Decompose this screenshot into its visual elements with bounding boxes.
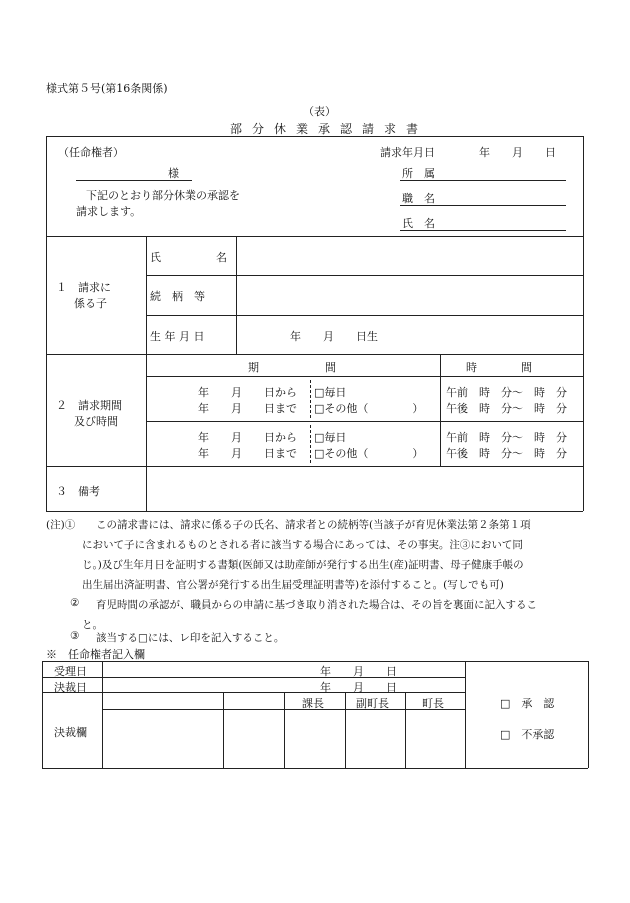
relation-label: 続 柄 等	[150, 290, 205, 303]
note1-line1: この請求書には、請求に係る子の氏名、請求者との続柄等(当該子が育児休業法第２条第１項	[96, 519, 531, 531]
section2-label-2: 及び時間	[74, 415, 118, 428]
authority-section-heading: ※ 任命権者記入欄	[46, 648, 145, 661]
period-to: 年 月 日まで	[198, 447, 297, 460]
mayor-col: 町長	[422, 697, 444, 710]
daily-checkbox[interactable]: □毎日	[314, 386, 347, 399]
birth-date-label: 生 年 月 日	[150, 330, 205, 343]
sama-label: 様	[168, 167, 179, 180]
section-chief-col: 課長	[302, 697, 324, 710]
note1-line2: において子に含まれるものとされる者に該当する場合にあっては、その事実。注③において同	[82, 539, 523, 551]
other-checkbox[interactable]: □その他（ ）	[314, 402, 424, 415]
pm-time: 午後 時 分～ 時 分	[446, 402, 567, 415]
note1-line4: 出生届出済証明書、官公署が発行する出生届受理証明書等)を添付すること。(写しでも可)	[82, 579, 504, 591]
intro-text-2: 請求します。	[76, 205, 142, 218]
time-header: 時 間	[466, 361, 532, 374]
pm-time: 午後 時 分～ 時 分	[446, 447, 567, 460]
form-title: 部分休業承認請求書	[230, 122, 429, 136]
approval-column-label: 決裁欄	[54, 726, 87, 739]
am-time: 午前 時 分～ 時 分	[446, 431, 567, 444]
am-time: 午前 時 分～ 時 分	[446, 386, 567, 399]
affiliation-field[interactable]	[400, 180, 566, 181]
name-label: 氏 名	[402, 217, 435, 230]
decision-date-label: 決裁日	[54, 681, 87, 694]
name-field[interactable]	[400, 230, 566, 231]
position-field[interactable]	[400, 205, 566, 206]
approve-checkbox[interactable]: □ 承 認	[500, 697, 555, 710]
addressee-line	[76, 180, 192, 181]
section1-label-2: 係る子	[74, 297, 107, 310]
form-number: 様式第５号(第16条関係)	[46, 82, 168, 95]
section1-label: １ 請求に	[56, 281, 111, 294]
period-header: 期 間	[248, 361, 336, 374]
child-name-label: 氏 名	[150, 251, 227, 264]
period-from: 年 月 日から	[198, 431, 297, 444]
birth-date-value: 年 月 日生	[290, 330, 378, 343]
received-date-label: 受理日	[54, 665, 87, 678]
received-date-value: 年 月 日	[320, 665, 397, 678]
note3-head: ③	[70, 630, 80, 642]
reject-checkbox[interactable]: □ 不承認	[500, 728, 555, 741]
section2-label: ２ 請求期間	[56, 399, 122, 412]
other-checkbox[interactable]: □その他（ ）	[314, 447, 424, 460]
side-label: （表）	[303, 105, 336, 118]
authority-label: （任命権者）	[58, 146, 124, 159]
note2-line2: と。	[82, 619, 103, 631]
note2-line1: 育児時間の承認が、職員からの申請に基づき取り消された場合は、その旨を裏面に記入するこ	[96, 599, 537, 611]
intro-text: 下記のとおり部分休業の承認を	[86, 189, 240, 202]
note1-line3: じ。)及び生年月日を証明する書類(医師又は助産師が発行する出生(産)証明書、母子健康手帳の	[82, 559, 524, 571]
note3-line1: 該当する□には、レ印を記入すること。	[96, 632, 285, 644]
deputy-mayor-col: 副町長	[356, 697, 389, 710]
affiliation-label: 所 属	[402, 167, 435, 180]
note2-head: ②	[70, 597, 80, 609]
daily-checkbox[interactable]: □毎日	[314, 431, 347, 444]
period-to: 年 月 日まで	[198, 402, 297, 415]
request-date: 請求年月日 年 月 日	[380, 146, 556, 159]
position-label: 職 名	[402, 192, 435, 205]
note1-head: (注)①	[46, 519, 76, 531]
section3-label: ３ 備考	[56, 485, 100, 498]
period-from: 年 月 日から	[198, 386, 297, 399]
decision-date-value: 年 月 日	[320, 681, 397, 694]
